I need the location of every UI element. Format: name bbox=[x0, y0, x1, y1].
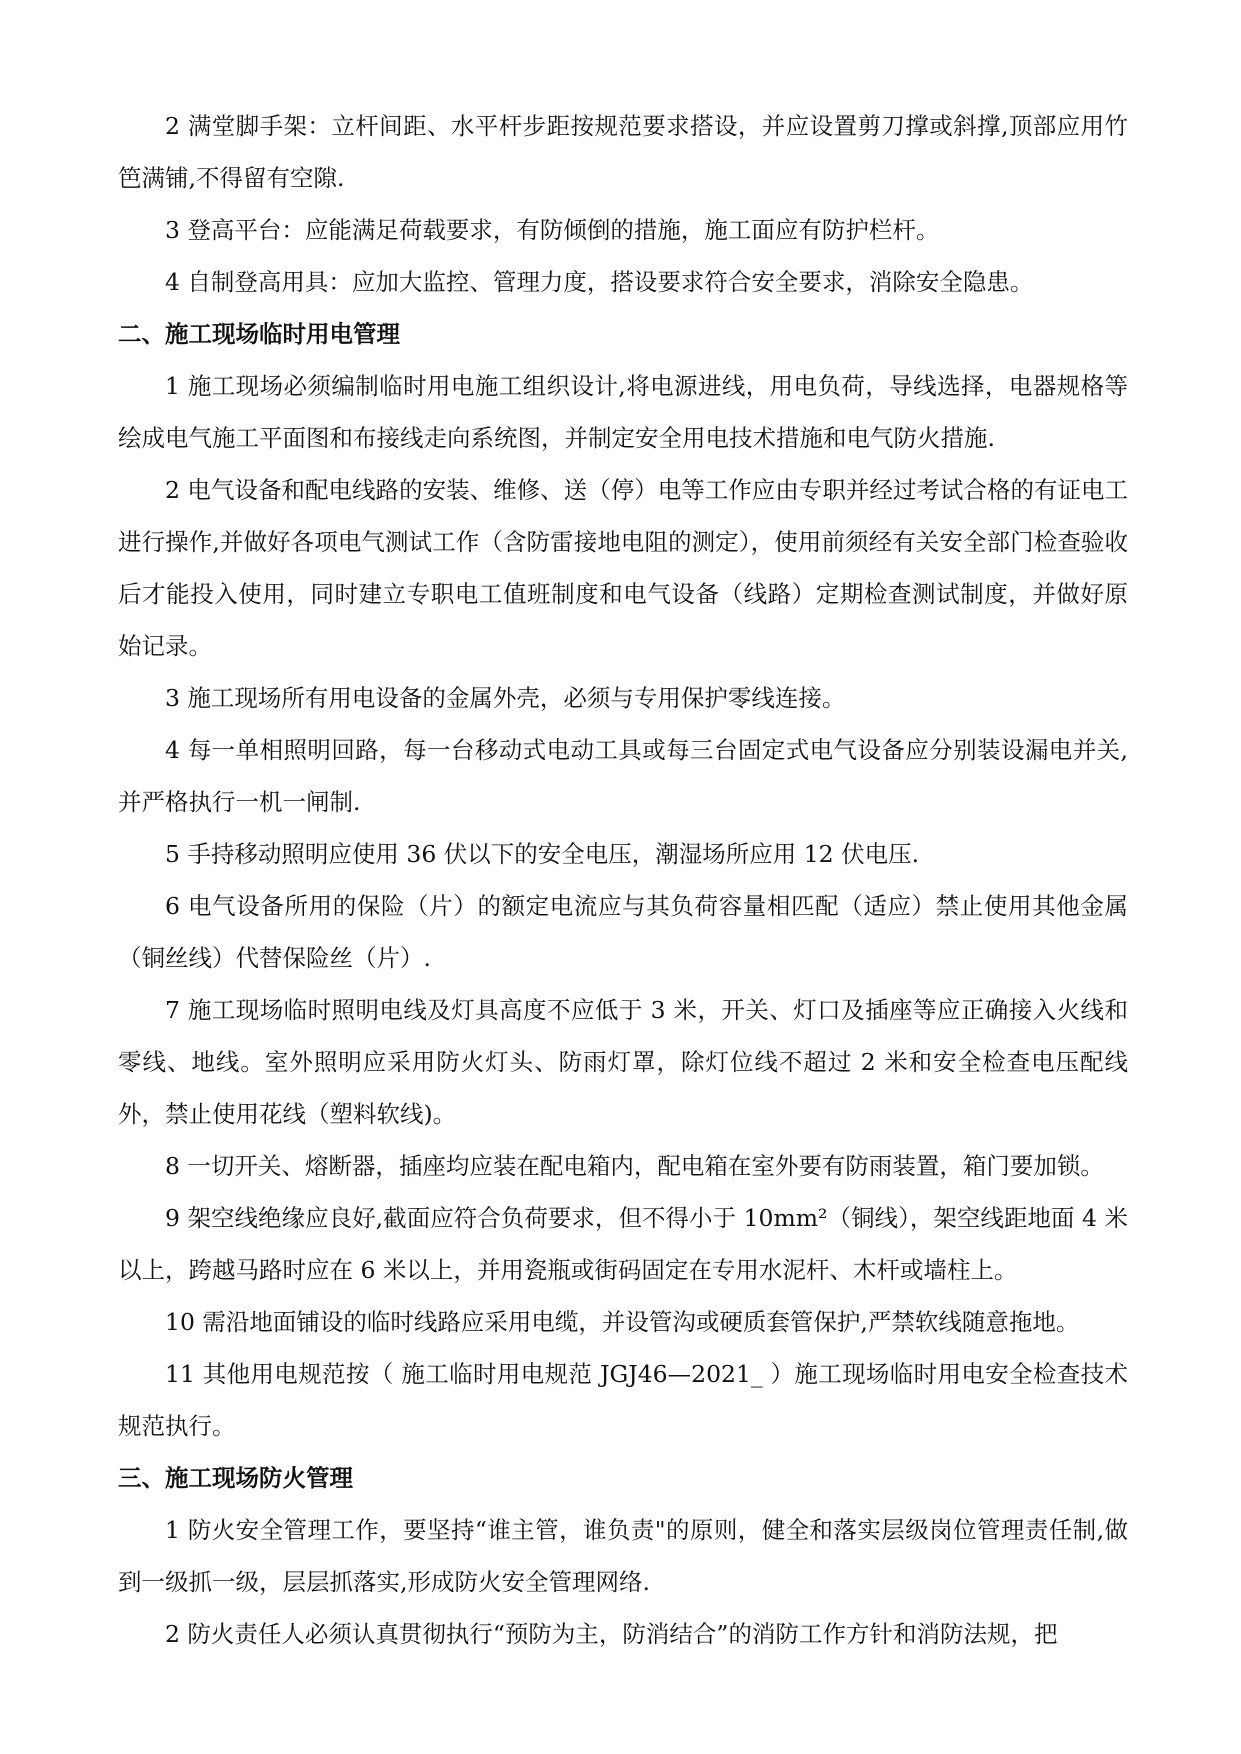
paragraph-elec-3: 3 施工现场所有用电设备的金属外壳，必须与专用保护零线连接。 bbox=[165, 684, 846, 712]
paragraph-4-homemade-tools: 4 自制登高用具：应加大监控、管理力度，搭设要求符合安全要求，消除安全隐患。 bbox=[165, 268, 1034, 296]
paragraph-elec-5: 5 手持移动照明应使用 36 伏以下的安全电压，潮湿场所应用 12 伏电压. bbox=[165, 840, 920, 868]
paragraph-fire-2: 2 防火责任人必须认真贯彻执行“预防为主，防消结合”的消防工作方针和消防法规，把 bbox=[165, 1620, 1058, 1648]
paragraph-elec-9: 9 架空线绝缘应良好,截面应符合负荷要求，但不得小于 10mm²（铜线），架空线距地面 4 米以上，跨越马路时应在 6 米以上，并用瓷瓶或街码固定在专用水泥杆、木杆或墙柱上。 bbox=[118, 1204, 1128, 1284]
paragraph-elec-2: 2 电气设备和配电线路的安装、维修、送（停）电等工作应由专职并经过考试合格的有证电工进行操作,并做好各项电气测试工作（含防雷接地电阻的测定），使用前须经有关安全部门检查验收后才能投入使用，同时建立专职电工值班制度和电气设备（线路）定期检查测试制度，并做好原始记录。 bbox=[118, 476, 1128, 660]
paragraph-3-platform: 3 登高平台：应能满足荷载要求，有防倾倒的措施，施工面应有防护栏杆。 bbox=[165, 216, 940, 244]
paragraph-elec-8: 8 一切开关、熔断器，插座均应装在配电箱内，配电箱在室外要有防雨装置，箱门要加锁。 bbox=[165, 1152, 1104, 1180]
paragraph-elec-11: 11 其他用电规范按（ 施工临时用电规范 JGJ46—2021_ ）施工现场临时用电安全检查技术规范执行。 bbox=[118, 1360, 1128, 1440]
paragraph-elec-7: 7 施工现场临时照明电线及灯具高度不应低于 3 米，开关、灯口及插座等应正确接入火线和零线、地线。室外照明应采用防火灯头、防雨灯罩，除灯位线不超过 2 米和安全检查电压配线外，禁止使用花线（塑料软线)。 bbox=[118, 996, 1128, 1128]
paragraph-fire-1: 1 防火安全管理工作，要坚持“谁主管，谁负责"的原则，健全和落实层级岗位管理责任制,做到一级抓一级，层层抓落实,形成防火安全管理网络. bbox=[118, 1516, 1128, 1596]
paragraph-2-full-scaffold: 2 满堂脚手架：立杆间距、水平杆步距按规范要求搭设，并应设置剪刀撑或斜撑,顶部应用竹笆满铺,不得留有空隙. bbox=[118, 112, 1128, 192]
paragraph-elec-1: 1 施工现场必须编制临时用电施工组织设计,将电源进线，用电负荷，导线选择，电器规格等绘成电气施工平面图和布接线走向系统图，并制定安全用电技术措施和电气防火措施. bbox=[118, 372, 1128, 452]
paragraph-elec-4: 4 每一单相照明回路，每一台移动式电动工具或每三台固定式电气设备应分别装设漏电并关,并严格执行一机一闸制. bbox=[118, 736, 1128, 816]
section-heading-fire: 三、施工现场防火管理 bbox=[118, 1464, 353, 1492]
paragraph-elec-6: 6 电气设备所用的保险（片）的额定电流应与其负荷容量相匹配（适应）禁止使用其他金属（铜丝线）代替保险丝（片）. bbox=[118, 892, 1128, 972]
paragraph-elec-10: 10 需沿地面铺设的临时线路应采用电缆，并设管沟或硬质套管保护,严禁软线随意拖地。 bbox=[165, 1308, 1080, 1336]
section-heading-electricity: 二、施工现场临时用电管理 bbox=[118, 320, 400, 348]
document-page bbox=[118, 100, 1128, 1660]
